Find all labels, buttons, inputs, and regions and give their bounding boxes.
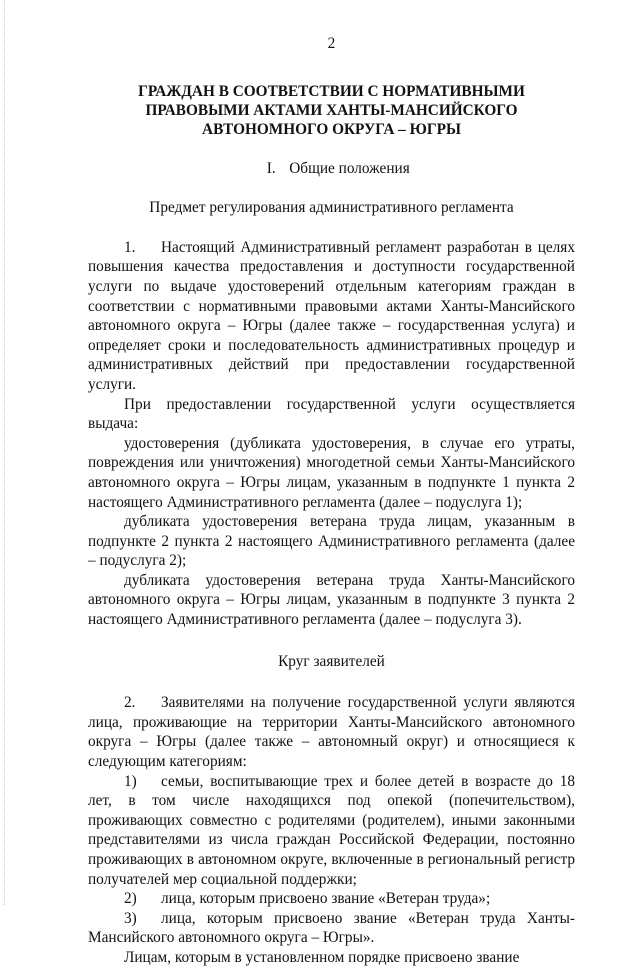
paragraph-last: Лицам, которым в установленном порядке присвоено звание bbox=[124, 948, 520, 966]
category-item bbox=[88, 909, 575, 948]
paragraph-number: 2. bbox=[124, 694, 136, 712]
document-title bbox=[88, 82, 575, 139]
paragraph-2 bbox=[88, 693, 575, 771]
paragraph-1 bbox=[88, 238, 575, 395]
section-title: Общие положения bbox=[289, 159, 410, 177]
category-item bbox=[88, 772, 575, 890]
category-number: 1) bbox=[124, 772, 137, 790]
paragraph-number: 1. bbox=[124, 238, 136, 256]
subheading-subject: Предмет регулирования административного регламента bbox=[149, 199, 514, 217]
issue-item: удостоверения (дубликата удостоверения, в случае его утраты, повреждения или уничтожения) многодетной семьи Ханты-Мансийского автономного округа – Югры лицам, указанным в подпункте 1 пункта 2 настоящего Административного регламента (далее – подуслуга 1); bbox=[88, 434, 575, 511]
category-text: семьи, воспитывающие трех и более детей в возрасте до 18 лет, в том числе находящихся под опекой (попечительством), проживающих совместно с родителями (родителем), иными законными представителями из числа граждан Российской Федерации, постоянно проживающих в автономном округе, включенные в региональный регистр получателей мер социальной поддержки; bbox=[88, 772, 575, 888]
paragraph-issue: При предоставлении государственной услуги осуществляется выдача: bbox=[88, 395, 575, 433]
category-item bbox=[88, 889, 575, 909]
title-line: ПРАВОВЫМИ АКТАМИ ХАНТЫ-МАНСИЙСКОГО bbox=[145, 101, 518, 119]
issue-item: дубликата удостоверения ветерана труда лицам, указанным в подпункте 2 пункта 2 настоящего Административного регламента (далее – подуслуга 2); bbox=[88, 513, 575, 570]
category-text: лица, которым присвоено звание «Ветеран труда Ханты-Мансийского автономного округа – Югры». bbox=[88, 909, 575, 947]
paragraph-text: Настоящий Административный регламент разработан в целях повышения качества предоставления и доступности государственной услуги по выдаче удостоверений отдельным категориям граждан в соответствии с нормативными правовыми актами Ханты-Мансийского автономного округа – Югры (далее также – государственная услуга) и определяет сроки и последовательность административных процедур и административных действий при предоставлении государственной услуги. bbox=[88, 238, 575, 393]
section-number: I. bbox=[266, 159, 276, 177]
title-line: АВТОНОМНОГО ОКРУГА – ЮГРЫ bbox=[202, 120, 461, 138]
paragraph-text: Заявителями на получение государственной услуги являются лица, проживающие на территории Ханты-Мансийского автономного округа – Югры (далее также – автономный округ) и относящиеся к следующим категориям: bbox=[88, 694, 575, 771]
section-heading bbox=[88, 159, 575, 179]
page-number: 2 bbox=[327, 35, 336, 52]
issue-item: дубликата удостоверения ветерана труда Ханты-Мансийского автономного округа – Югры лицам, указанным в подпункте 3 пункта 2 настоящего Административного регламента (далее – подуслуга 3). bbox=[88, 571, 575, 629]
subheading-applicants: Круг заявителей bbox=[278, 652, 385, 670]
category-text: лица, которым присвоено звание «Ветеран труда»; bbox=[161, 890, 491, 908]
document-page bbox=[88, 34, 575, 968]
title-line: ГРАЖДАН В СООТВЕТСТВИИ С НОРМАТИВНЫМИ bbox=[138, 82, 525, 100]
category-number: 3) bbox=[124, 909, 137, 927]
category-number: 2) bbox=[124, 890, 137, 908]
scan-edge bbox=[4, 0, 5, 905]
